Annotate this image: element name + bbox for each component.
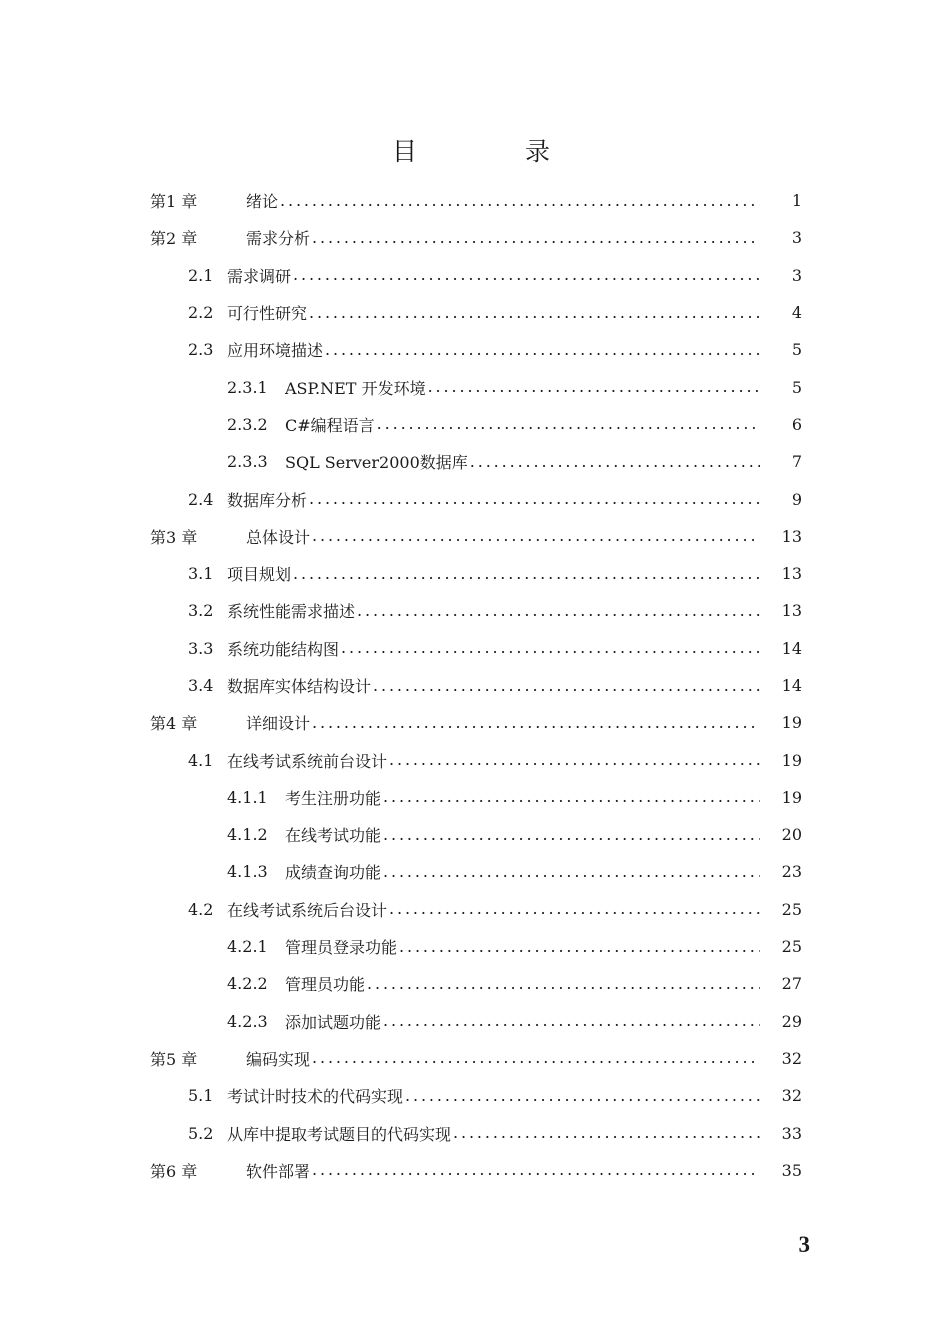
toc-entry-page: 13 <box>781 601 802 621</box>
toc-entry-label: 考生注册功能 <box>285 788 382 808</box>
toc-entry-number: 4.1.3 <box>227 862 268 882</box>
toc-dot-leader <box>453 1123 760 1143</box>
toc-entry-label: 成绩查询功能 <box>285 863 382 883</box>
toc-entry-number: 2.1 <box>188 265 214 285</box>
toc-entry-label: 详细设计 <box>246 714 311 734</box>
toc-entry-page: 1 <box>791 191 802 211</box>
toc-entry-number: 2.2 <box>188 303 214 323</box>
toc-entry-label: 系统性能需求描述 <box>227 602 356 622</box>
toc-entry-label: 添加试题功能 <box>285 1012 382 1032</box>
toc-dot-leader <box>312 228 760 248</box>
toc-entry-label: 系统功能结构图 <box>227 639 340 659</box>
toc-entry-number: 3.4 <box>188 676 214 695</box>
toc-entry[interactable] <box>150 1114 802 1151</box>
toc-dot-leader <box>357 601 760 621</box>
toc-entry[interactable] <box>150 891 802 928</box>
toc-entry[interactable] <box>150 1040 802 1077</box>
toc-entry[interactable] <box>150 592 802 629</box>
toc-entry-label: 管理员功能 <box>285 975 366 995</box>
toc-entry-label: 应用环境描述 <box>227 341 324 361</box>
toc-entry-number: 4.1 <box>188 750 214 770</box>
toc-entry[interactable] <box>150 928 802 965</box>
toc-entry[interactable] <box>150 331 802 368</box>
toc-dot-leader <box>325 340 760 360</box>
toc-dot-leader <box>293 265 760 285</box>
toc-entry[interactable] <box>150 853 802 890</box>
toc-entry-number: 4.2.3 <box>227 1011 268 1031</box>
toc-entry-page: 27 <box>781 974 802 994</box>
toc-entry-page: 13 <box>781 526 802 546</box>
toc-entry[interactable] <box>150 667 802 704</box>
toc-entry-number: 第1 章 <box>150 192 198 212</box>
toc-entry-page: 33 <box>781 1123 802 1143</box>
toc-dot-leader <box>312 1160 760 1180</box>
toc-entry-page: 32 <box>781 1086 802 1106</box>
toc-entry[interactable] <box>150 182 802 219</box>
toc-entry[interactable] <box>150 368 802 405</box>
toc-dot-leader <box>312 713 760 733</box>
toc-entry-page: 3 <box>791 265 802 285</box>
toc-entry-number: 第2 章 <box>150 229 198 249</box>
toc-entry[interactable] <box>150 518 802 555</box>
toc-dot-leader <box>383 787 760 807</box>
toc-entry-page: 5 <box>791 340 802 360</box>
toc-entry-number: 3.3 <box>188 638 214 658</box>
toc-dot-leader <box>377 414 760 434</box>
toc-entry[interactable] <box>150 480 802 517</box>
toc-entry-label: 需求分析 <box>246 229 311 249</box>
toc-entry-number: 5.2 <box>188 1123 214 1143</box>
toc-entry-number: 第6 章 <box>150 1161 198 1181</box>
toc-entry-label: 考试计时技术的代码实现 <box>227 1087 404 1107</box>
toc-entry-number: 3.2 <box>188 601 214 621</box>
toc-entry-label: 在线考试系统后台设计 <box>227 900 388 920</box>
toc-entry-label: 在线考试功能 <box>285 826 382 846</box>
toc-entry-page: 13 <box>781 564 802 584</box>
toc-entry-number: 4.1.2 <box>227 825 268 845</box>
toc-entry-number: 5.1 <box>188 1086 214 1106</box>
toc-entry-page: 25 <box>781 899 802 919</box>
toc-entry-page: 9 <box>791 489 802 509</box>
toc-entry-page: 7 <box>791 452 802 472</box>
toc-entry-number: 第5 章 <box>150 1049 198 1069</box>
toc-entry-page: 35 <box>781 1160 802 1180</box>
toc-entry-page: 19 <box>781 713 802 733</box>
toc-entry-page: 20 <box>781 825 802 845</box>
toc-dot-leader <box>373 676 760 696</box>
toc-entry-label: 需求调研 <box>227 266 292 286</box>
toc-entry-number: 2.3 <box>188 340 214 360</box>
toc-entry-label: 可行性研究 <box>227 304 308 324</box>
toc-entry-label: 在线考试系统前台设计 <box>227 751 388 771</box>
toc-entry[interactable] <box>150 1077 802 1114</box>
toc-dot-leader <box>293 564 760 584</box>
toc-entry-number: 3.1 <box>188 564 214 584</box>
toc-entry-label: C#编程语言 <box>285 415 375 435</box>
toc-entry-page: 3 <box>791 228 802 248</box>
toc-entry-page: 14 <box>781 676 802 695</box>
toc-entry-page: 25 <box>781 937 802 957</box>
toc-entry-label: ASP.NET 开发环境 <box>285 378 426 398</box>
toc-entry[interactable] <box>150 555 802 592</box>
toc-entry-number: 2.3.3 <box>227 452 268 472</box>
toc-entry-page: 19 <box>781 787 802 807</box>
toc-entry-label: 数据库实体结构设计 <box>227 677 372 696</box>
toc-entry-page: 23 <box>781 862 802 882</box>
toc-dot-leader <box>383 1011 760 1031</box>
toc-dot-leader <box>399 937 760 957</box>
toc-entry[interactable] <box>150 779 802 816</box>
toc-dot-leader <box>405 1086 760 1106</box>
toc-dot-leader <box>389 750 760 770</box>
toc-dot-leader <box>389 899 760 919</box>
toc-entry[interactable] <box>150 443 802 480</box>
toc-entry-page: 32 <box>781 1048 802 1068</box>
toc-entry-label: 项目规划 <box>227 565 292 585</box>
toc-entry-label: 软件部署 <box>246 1161 311 1181</box>
toc-entry[interactable] <box>150 965 802 1002</box>
toc-entry-label: 绪论 <box>246 192 279 212</box>
toc-entry-page: 6 <box>791 414 802 434</box>
toc-entry-label: SQL Server2000数据库 <box>285 453 468 473</box>
toc-entry-number: 2.3.1 <box>227 377 268 397</box>
toc-entry-number: 4.2.1 <box>227 937 268 957</box>
toc-entry-number: 4.2 <box>188 899 214 919</box>
toc-entry[interactable] <box>150 257 802 294</box>
toc-entry[interactable] <box>150 630 802 667</box>
toc-dot-leader <box>280 191 760 211</box>
toc-entry-number: 4.2.2 <box>227 974 268 994</box>
toc-entry-label: 编码实现 <box>246 1049 311 1069</box>
toc-dot-leader <box>383 825 760 845</box>
toc-entry[interactable] <box>150 816 802 853</box>
toc-dot-leader <box>309 303 760 323</box>
toc-entry-page: 14 <box>781 638 802 658</box>
page-number: 3 <box>798 1232 810 1257</box>
toc-entry-label: 管理员登录功能 <box>285 938 398 958</box>
toc-dot-leader <box>312 1048 760 1068</box>
toc-entry[interactable] <box>150 704 802 741</box>
toc-entry-label: 数据库分析 <box>227 490 308 510</box>
toc-dot-leader <box>428 377 760 397</box>
toc-entry[interactable] <box>150 1003 802 1040</box>
toc-entry-page: 19 <box>781 750 802 770</box>
toc-entry-number: 2.3.2 <box>227 414 268 434</box>
toc-entry-page: 29 <box>781 1011 802 1031</box>
toc-dot-leader <box>309 489 760 509</box>
toc-entry-number: 第3 章 <box>150 527 198 547</box>
toc-title: 目 录 <box>392 137 600 166</box>
table-of-contents <box>150 182 802 1189</box>
toc-entry-label: 从库中提取考试题目的代码实现 <box>227 1124 452 1144</box>
toc-dot-leader <box>367 974 760 994</box>
toc-dot-leader <box>341 638 760 658</box>
toc-dot-leader <box>470 452 760 472</box>
toc-entry-number: 第4 章 <box>150 714 198 734</box>
toc-dot-leader <box>383 862 760 882</box>
toc-dot-leader <box>312 526 760 546</box>
toc-entry[interactable] <box>150 219 802 256</box>
toc-entry-label: 总体设计 <box>246 527 311 547</box>
toc-entry[interactable] <box>150 1152 802 1189</box>
toc-entry-number: 2.4 <box>188 489 214 509</box>
toc-entry-page: 4 <box>791 303 802 323</box>
toc-entry[interactable] <box>150 741 802 778</box>
toc-entry-number: 4.1.1 <box>227 787 268 807</box>
toc-entry-page: 5 <box>791 377 802 397</box>
toc-entry[interactable] <box>150 406 802 443</box>
toc-entry[interactable] <box>150 294 802 331</box>
